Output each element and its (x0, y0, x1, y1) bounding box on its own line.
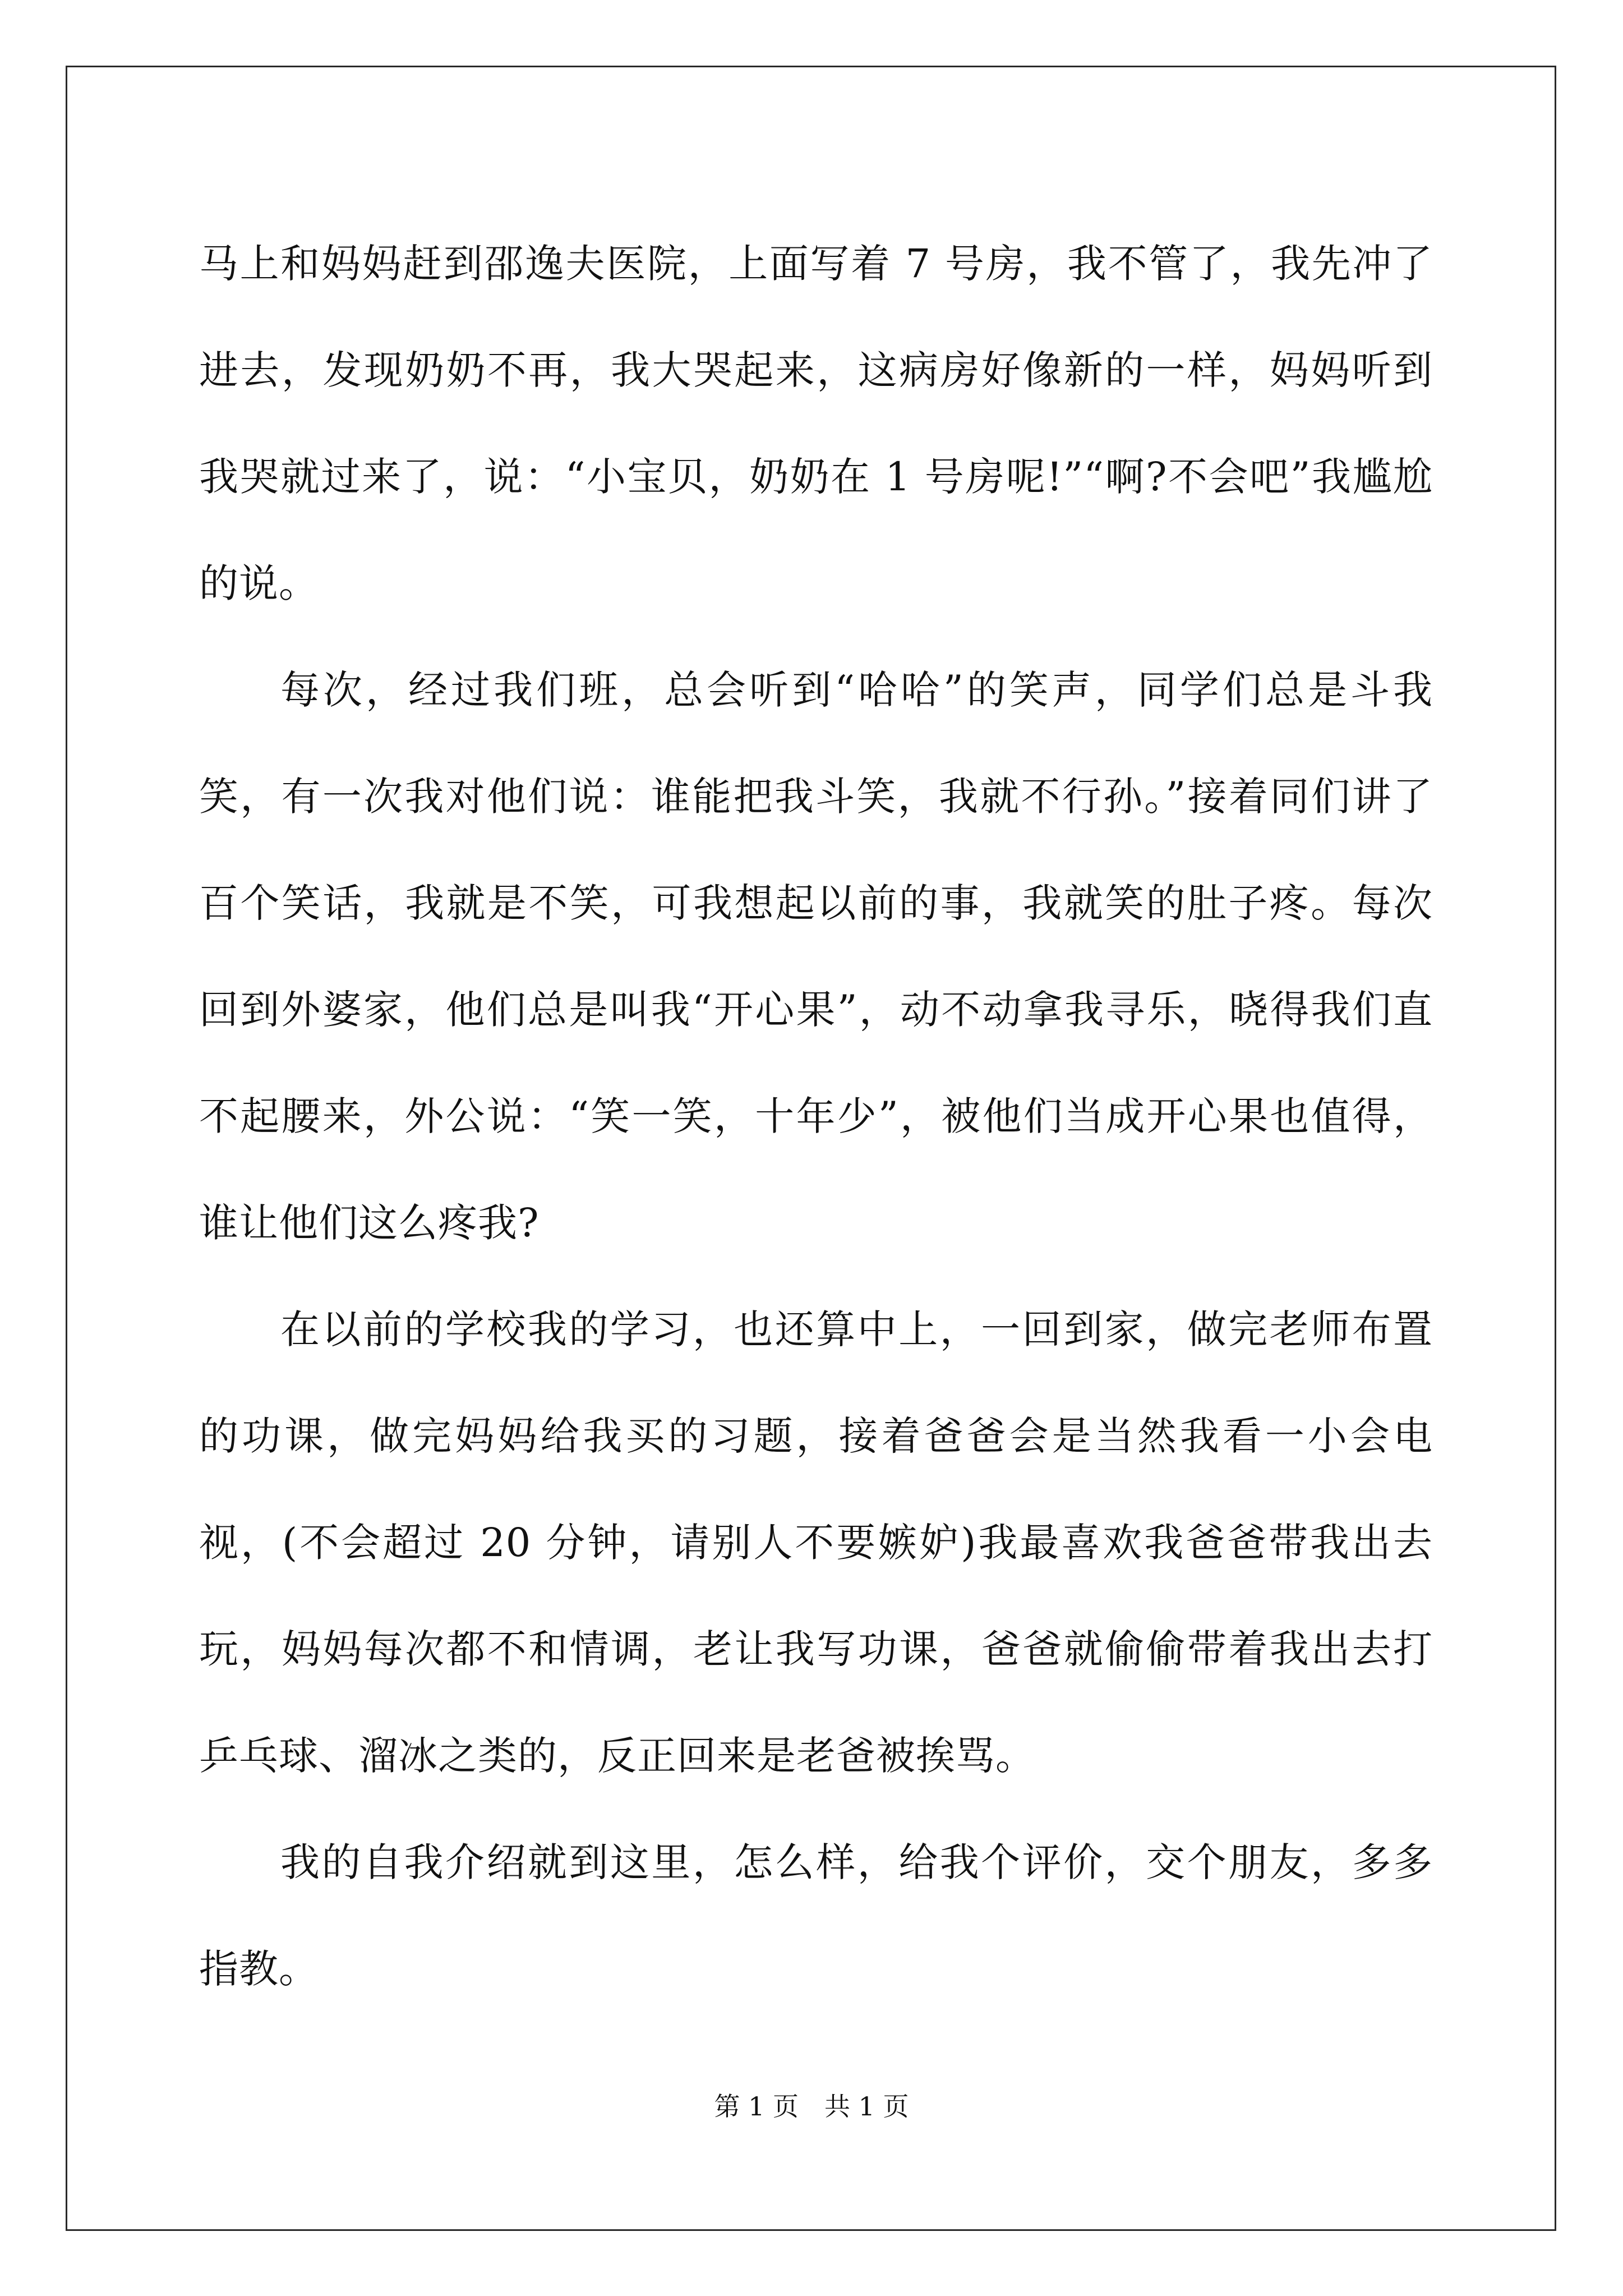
paragraph-2: 每次，经过我们班，总会听到“哈哈”的笑声，同学们总是斗我笑，有一次我对他们说：谁能把我斗笑，我就不行孙。”接着同们讲了百个笑话，我就是不笑，可我想起以前的事，我就笑的肚子疼。每次回到外婆家，他们总是叫我“开心果”，动不动拿我寻乐，晓得我们直不起腰来，外公说：“笑一笑，十年少”，被他们当成开心果也值得，谁让他们这么疼我? (199, 667, 1433, 1246)
document-body (199, 210, 1433, 2022)
paragraph-4: 我的自我介绍就到这里，怎么样，给我个评价，交个朋友，多多指教。 (199, 1839, 1433, 1992)
page-number-indicator: 第 1 页 共 1 页 (714, 2091, 909, 2122)
paragraph-1: 马上和妈妈赶到邵逸夫医院，上面写着 7 号房，我不管了，我先冲了进去，发现奶奶不再，我大哭起来，这病房好像新的一样，妈妈听到我哭就过来了，说：“小宝贝，奶奶在 1 号房呢!”“啊?不会吧”我尴尬的说。 (199, 241, 1433, 606)
paragraph-3: 在以前的学校我的学习，也还算中上，一回到家，做完老师布置的功课，做完妈妈给我买的习题，接着爸爸会是当然我看一小会电视，(不会超过 20 分钟，请别人不要嫉妒)我最喜欢我爸爸带我出去玩，妈妈每次都不和情调，老让我写功课，爸爸就偷偷带着我出去打乒乓球、溜冰之类的，反正回来是老爸被挨骂。 (199, 1306, 1433, 1779)
page-footer (0, 2090, 1623, 2123)
